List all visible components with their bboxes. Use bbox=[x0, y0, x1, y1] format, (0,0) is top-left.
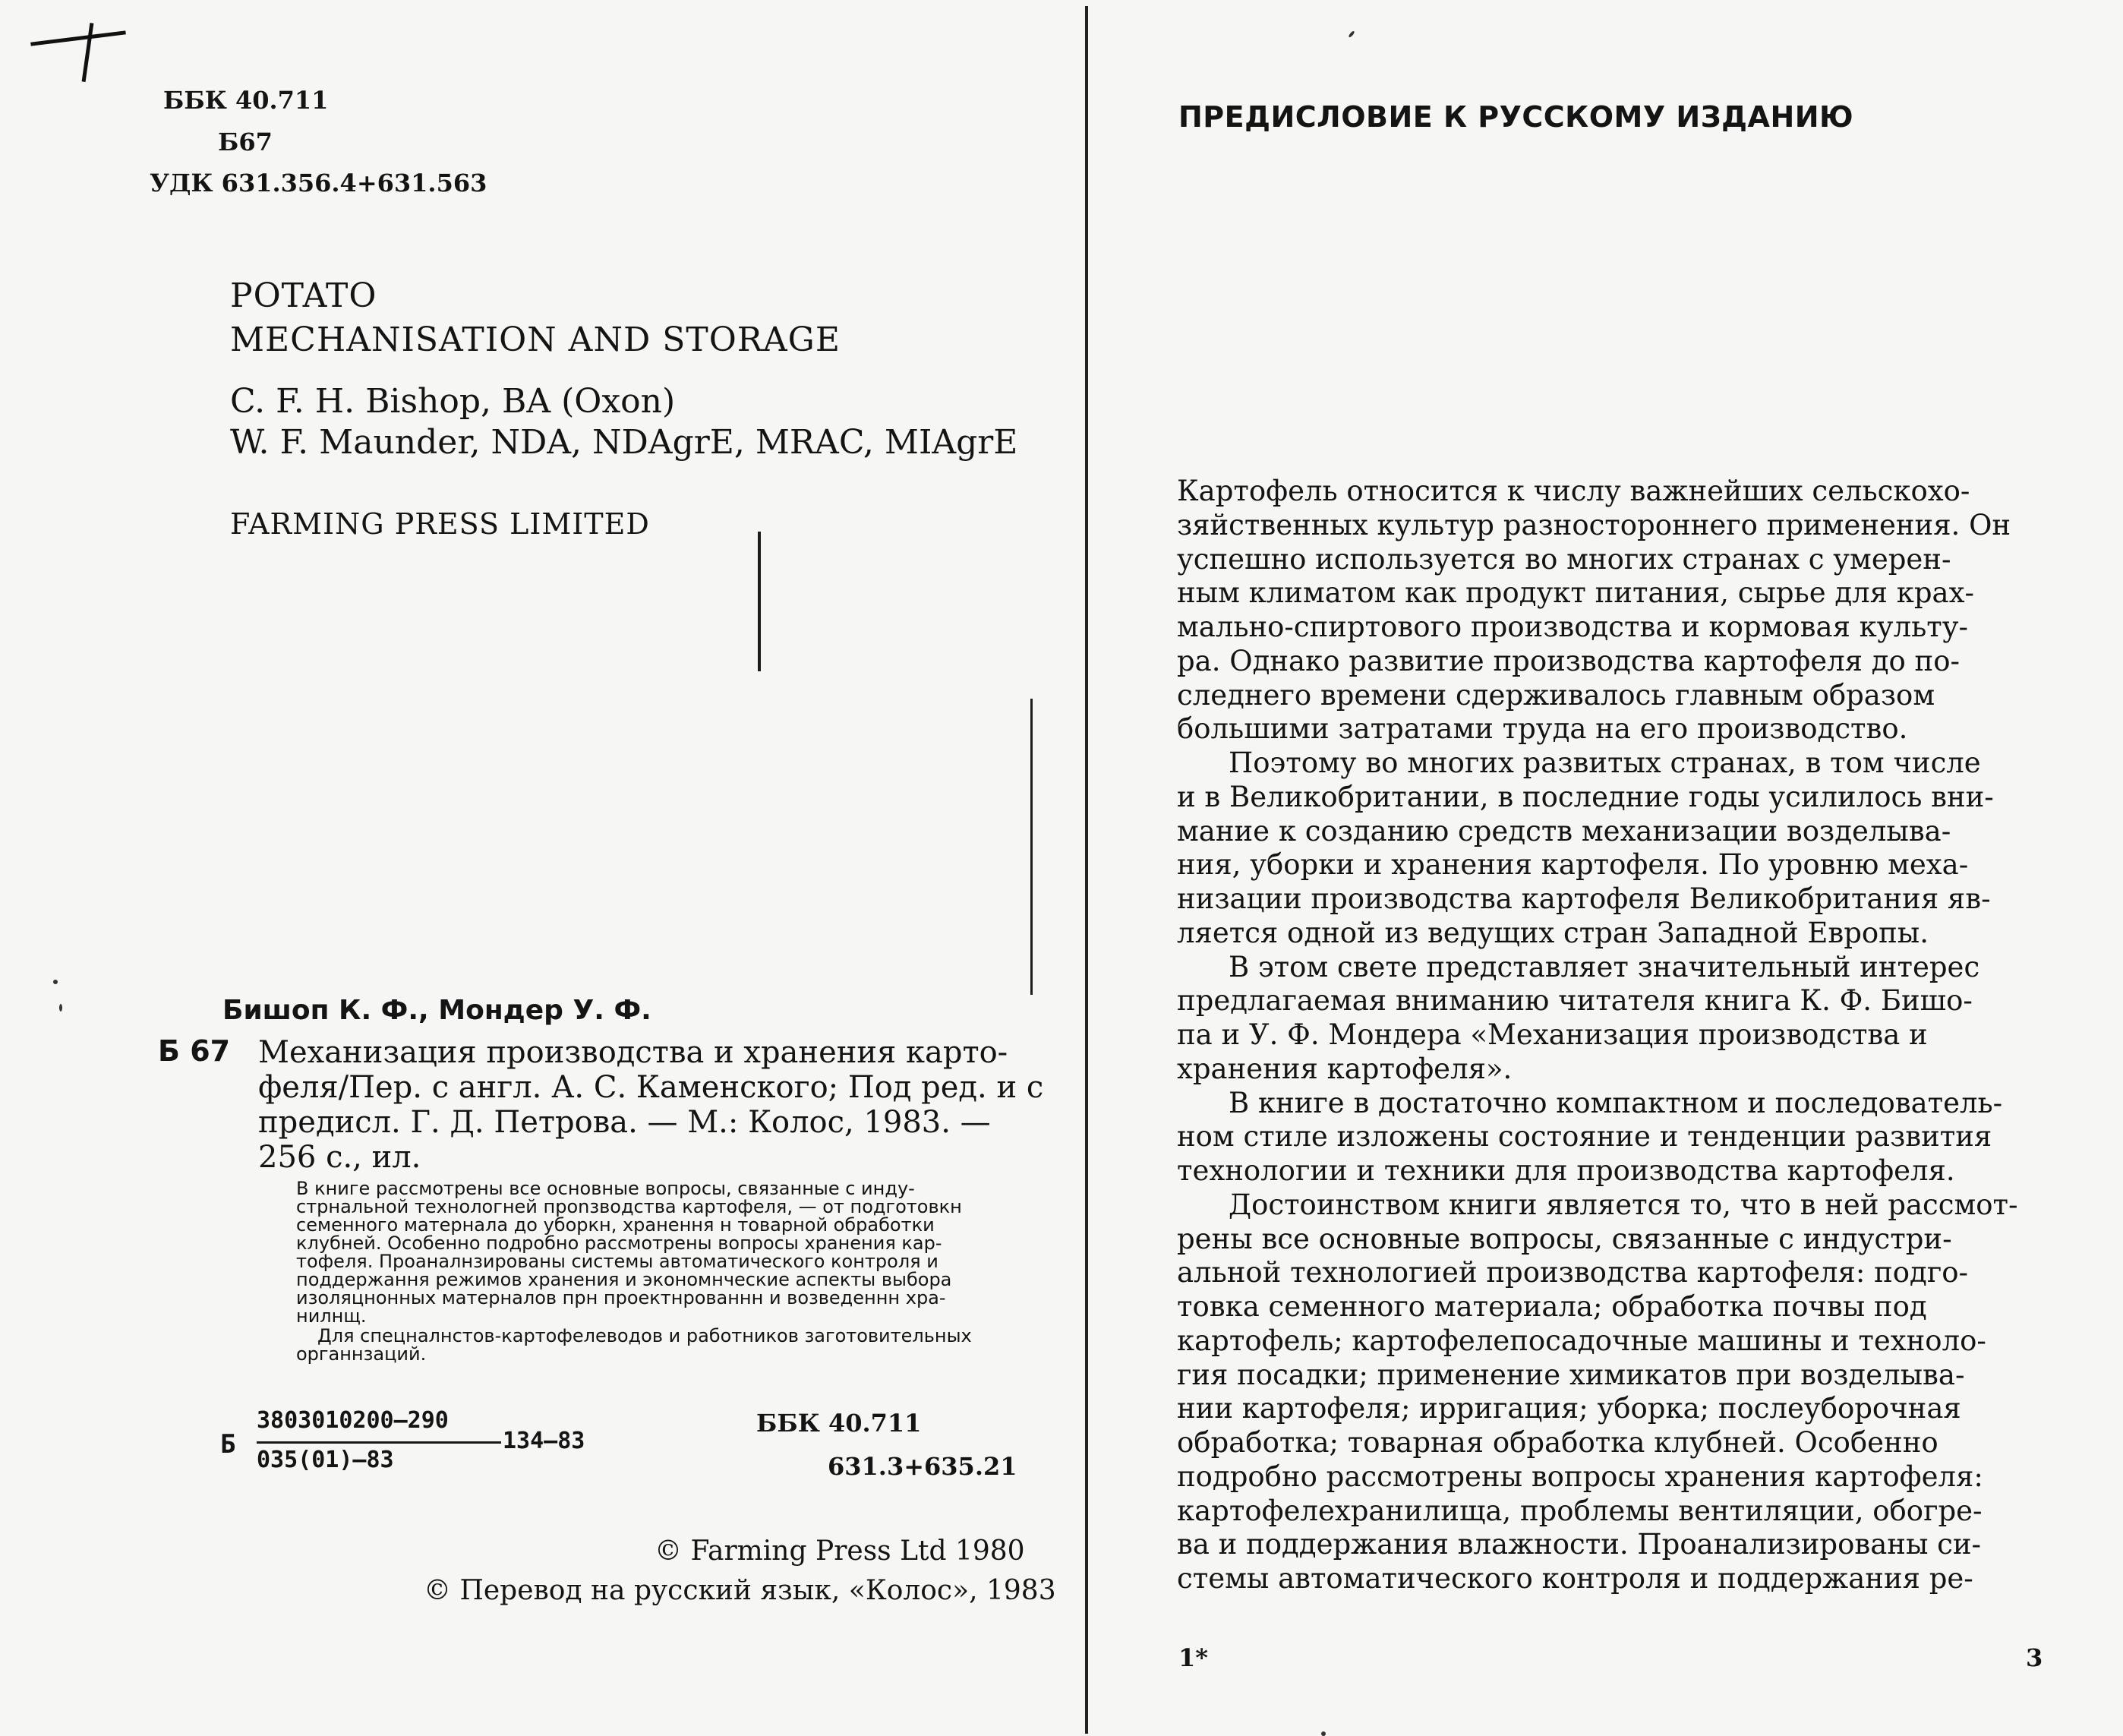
text-line: картофель; картофелепосадочные машины и техноло- bbox=[1177, 1324, 1986, 1357]
text-line: подробно рассмотрены вопросы хранения картофеля: bbox=[1177, 1460, 1983, 1493]
text-line: технологии и техники для производства картофеля. bbox=[1177, 1154, 1955, 1187]
bbk-label: ББК 40.711 bbox=[163, 86, 329, 115]
annotation-audience: Для спецналнстов-картофелеводов и работников заготовительных bbox=[317, 1325, 972, 1346]
annotation-line: семенного матернала до уборкн, хранення н товарной обработки bbox=[296, 1214, 935, 1236]
text-line: следнего времени сдерживалось главным образом bbox=[1177, 678, 1935, 712]
original-author-1: C. F. H. Bishop, BA (Oxon) bbox=[230, 382, 676, 421]
bib-authors-heading: Бишоп К. Ф., Мондер У. Ф. bbox=[222, 995, 651, 1026]
text-line: ным климатом как продукт питания, сырье для крах- bbox=[1177, 576, 1974, 610]
text-line: рены все основные вопросы, связанные с индустри- bbox=[1177, 1222, 1952, 1255]
preface-body bbox=[1177, 475, 2043, 1596]
text-line: Поэтому во многих развитых странах, в том числе bbox=[1229, 746, 1981, 779]
annotation-line: поддержання режимов хранения и экономнческие аспекты выбора bbox=[296, 1269, 952, 1290]
annotation-line: стрнальной технологней проnзводства картофеля, — от подготовкн bbox=[296, 1196, 962, 1217]
annotation-line: изоляцнонных матерналов прн проектнрованнн и возведеннн хра- bbox=[296, 1287, 946, 1308]
udk-label: УДК 631.356.4+631.563 bbox=[150, 169, 487, 197]
annotation bbox=[296, 1179, 972, 1363]
text-line: картофелехранилища, проблемы вентиляции, обогре- bbox=[1177, 1494, 1983, 1527]
signature-mark: 1* bbox=[1178, 1643, 1208, 1672]
text-line: зяйственных культур разностороннего применения. Он bbox=[1177, 508, 2011, 541]
bib-line: предисл. Г. Д. Петрова. — М.: Колос, 1983. — bbox=[258, 1105, 991, 1140]
b-code: Б67 bbox=[218, 128, 273, 156]
text-line: товка семенного материала; обработка почвы под bbox=[1177, 1290, 1927, 1323]
text-line: ва и поддержания влажности. Проанализированы си- bbox=[1177, 1528, 1982, 1561]
scan-speck bbox=[1348, 30, 1355, 38]
page-gutter-divider bbox=[1085, 6, 1088, 1734]
text-line: В этом свете представляет значительный интерес bbox=[1229, 950, 1980, 983]
text-line: па и У. Ф. Мондера «Механизация производства и bbox=[1177, 1018, 1928, 1051]
text-line: ном стиле изложены состояние и тенденции развития bbox=[1177, 1120, 1992, 1154]
text-line: В книге в достаточно компактном и последователь- bbox=[1229, 1086, 2003, 1119]
scan-speck bbox=[1321, 1731, 1326, 1736]
index-numerator: 3803010200—290 bbox=[257, 1407, 449, 1434]
scan-speck bbox=[59, 1004, 62, 1012]
text-line: предлагаемая вниманию читателя книга К. Ф. Бишо- bbox=[1177, 984, 1973, 1018]
bib-description bbox=[258, 1035, 1043, 1175]
annotation-audience: органнзаций. bbox=[296, 1343, 427, 1365]
bib-line: 256 с., ил. bbox=[258, 1140, 421, 1175]
text-line: альной технологией производства картофеля: подго- bbox=[1177, 1256, 1968, 1289]
text-line: большими затратами труда на его производство. bbox=[1177, 712, 1908, 746]
bib-line: Механизация производства и хранения карто- bbox=[258, 1035, 1008, 1070]
paragraph bbox=[1177, 951, 2043, 1087]
index-fraction-bar bbox=[257, 1441, 501, 1444]
text-line: мание к созданию средств механизации возделыва- bbox=[1177, 814, 1951, 847]
paragraph bbox=[1177, 1087, 2043, 1188]
annotation-line: В книге рассмотрены все основные вопросы, связанные с инду- bbox=[296, 1178, 915, 1199]
annotation-line: нилнщ. bbox=[296, 1305, 367, 1327]
handwritten-cross-mark bbox=[82, 23, 94, 82]
text-line: мально-спиртового производства и кормовая культу- bbox=[1177, 611, 1968, 643]
paragraph bbox=[1177, 475, 2043, 746]
text-line: ра. Однако развитие производства картофеля до по- bbox=[1177, 644, 1960, 677]
text-line: обработка; товарная обработка клубней. Особенно bbox=[1177, 1426, 1938, 1459]
index-bbk: ББК 40.711 bbox=[756, 1409, 922, 1438]
text-line: хранения картофеля». bbox=[1177, 1052, 1513, 1085]
scan-artifact-line bbox=[758, 532, 761, 671]
text-line: низации производства картофеля Великобритания яв- bbox=[1177, 882, 1991, 915]
annotation-line: клубней. Особенно подробно рассмотрены вопросы хранения кар- bbox=[296, 1233, 942, 1254]
page-number: 3 bbox=[2026, 1643, 2043, 1672]
text-line: ляется одной из ведущих стран Западной Европы. bbox=[1177, 916, 1929, 949]
copyright-original: © Farming Press Ltd 1980 bbox=[655, 1536, 1025, 1567]
original-publisher: FARMING PRESS LIMITED bbox=[230, 507, 650, 541]
original-title-line-1: POTATO bbox=[230, 276, 377, 315]
scan-artifact-line bbox=[1030, 699, 1033, 995]
index-denominator: 035(01)—83 bbox=[257, 1447, 394, 1473]
text-line: Картофель относится к числу важнейших сельскохо- bbox=[1177, 475, 1970, 507]
original-title-line-2: MECHANISATION AND STORAGE bbox=[230, 320, 841, 359]
paragraph bbox=[1177, 746, 2043, 951]
bib-line: феля/Пер. с англ. А. С. Каменского; Под ред. и с bbox=[258, 1070, 1044, 1105]
text-line: успешно используется во многих странах с умерен- bbox=[1177, 542, 1951, 576]
text-line: Достоинством книги является то, что в ней рассмот- bbox=[1229, 1188, 2018, 1221]
text-line: ния, уборки и хранения картофеля. По уровню меха- bbox=[1177, 848, 1969, 882]
index-udk-short: 631.3+635.21 bbox=[828, 1452, 1017, 1481]
original-author-2: W. F. Maunder, NDA, NDAgrE, MRAC, MIAgrE bbox=[230, 423, 1018, 462]
annotation-line: тофеля. Проаналнзированы системы автоматического контроля и bbox=[296, 1251, 938, 1272]
paragraph bbox=[1177, 1188, 2043, 1596]
scan-speck bbox=[53, 980, 58, 984]
handwritten-cross-mark bbox=[30, 30, 126, 46]
copyright-translation: © Перевод на русский язык, «Колос», 1983 bbox=[424, 1575, 1056, 1606]
bib-code: Б 67 bbox=[158, 1034, 231, 1068]
text-line: нии картофеля; ирригация; уборка; послеуборочная bbox=[1177, 1392, 1961, 1425]
text-line: стемы автоматического контроля и поддержания ре- bbox=[1177, 1562, 1973, 1595]
index-b-letter: Б bbox=[220, 1429, 236, 1460]
index-right-part: 134—83 bbox=[503, 1428, 585, 1454]
text-line: и в Великобритании, в последние годы усилилось вни- bbox=[1177, 780, 1994, 813]
text-line: гия посадки; применение химикатов при возделыва- bbox=[1177, 1358, 1965, 1391]
preface-heading: ПРЕДИСЛОВИЕ К РУССКОМУ ИЗДАНИЮ bbox=[1178, 100, 1854, 134]
